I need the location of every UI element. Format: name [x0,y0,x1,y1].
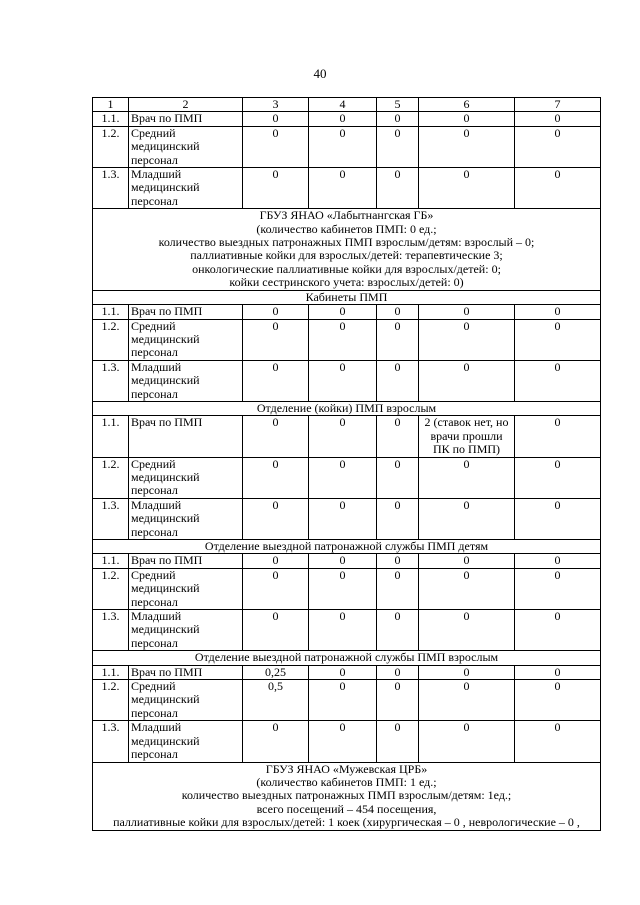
organization-info-line: паллиативные койки для взрослых/детей: 1 коек (хирургическая – 0 , неврологические – 0 , [113,815,580,830]
value-col-6: 0 [419,721,515,762]
value-col-4: 0 [309,305,377,319]
row-number: 1.1. [93,416,129,457]
row-number: 1.1. [93,112,129,126]
position-label: Средний медицинский персонал [129,126,243,167]
table-row [93,457,601,498]
value-col-4: 0 [309,498,377,539]
value-col-4: 0 [309,680,377,721]
value-col-5: 0 [377,721,419,762]
row-number: 1.2. [93,568,129,609]
position-label: Врач по ПМП [129,416,243,457]
value-col-7: 0 [515,319,601,360]
row-number: 1.2. [93,126,129,167]
table-row [93,680,601,721]
value-col-4: 0 [309,168,377,209]
row-number: 1.2. [93,680,129,721]
value-col-3: 0 [243,554,309,568]
table-row [93,498,601,539]
value-col-4: 0 [309,610,377,651]
organization-info [93,209,601,290]
value-col-4: 0 [309,665,377,679]
value-col-7: 0 [515,721,601,762]
organization-row [93,762,601,830]
value-col-6: 0 [419,360,515,401]
column-number-cell: 2 [129,98,243,112]
value-col-3: 0,25 [243,665,309,679]
value-col-3: 0 [243,305,309,319]
value-col-4: 0 [309,721,377,762]
position-label: Младший медицинский персонал [129,610,243,651]
value-col-5: 0 [377,568,419,609]
value-col-6: 0 [419,554,515,568]
value-col-3: 0,5 [243,680,309,721]
position-label: Средний медицинский персонал [129,457,243,498]
organization-info-line: количество выездных патронажных ПМП взрослым/детям: 1ед.; [181,788,512,803]
section-heading: Кабинеты ПМП [93,290,601,304]
position-label: Младший медицинский персонал [129,360,243,401]
row-number: 1.2. [93,319,129,360]
value-col-6: 0 [419,457,515,498]
value-col-5: 0 [377,168,419,209]
column-number-row [93,98,601,112]
organization-info-line: количество выездных патронажных ПМП взрослым/детям: взрослый – 0; [158,235,535,250]
value-col-5: 0 [377,457,419,498]
value-col-6: 2 (ставок нет, но врачи прошли ПК по ПМП) [419,416,515,457]
row-number: 1.3. [93,721,129,762]
value-col-5: 0 [377,665,419,679]
value-col-4: 0 [309,568,377,609]
value-col-3: 0 [243,721,309,762]
row-number: 1.3. [93,498,129,539]
value-col-5: 0 [377,112,419,126]
value-col-5: 0 [377,305,419,319]
value-col-3: 0 [243,457,309,498]
organization-info-line: ГБУЗ ЯНАО «Мужевская ЦРБ» [265,762,428,776]
value-col-6: 0 [419,680,515,721]
row-number: 1.1. [93,305,129,319]
column-number-cell: 5 [377,98,419,112]
value-col-6: 0 [419,168,515,209]
value-col-3: 0 [243,126,309,167]
value-col-7: 0 [515,610,601,651]
table-row [93,554,601,568]
page-number: 40 [313,66,327,81]
organization-info-line: (количество кабинетов ПМП: 1 ед.; [256,774,437,789]
column-number-cell: 1 [93,98,129,112]
row-number: 1.3. [93,610,129,651]
value-col-5: 0 [377,416,419,457]
column-number-cell: 7 [515,98,601,112]
organization-info-line: (количество кабинетов ПМП: 0 ед.; [256,221,437,236]
value-col-5: 0 [377,498,419,539]
row-number: 1.2. [93,457,129,498]
staffing-table [92,97,601,831]
column-number-cell: 6 [419,98,515,112]
column-number-cell: 3 [243,98,309,112]
value-col-3: 0 [243,112,309,126]
value-col-6: 0 [419,112,515,126]
value-col-7: 0 [515,168,601,209]
position-label: Врач по ПМП [129,112,243,126]
value-col-7: 0 [515,126,601,167]
value-col-3: 0 [243,416,309,457]
organization-info-line: онкологические паллиативные койки для взрослых/детей: 0; [192,261,501,276]
row-number: 1.3. [93,360,129,401]
section-heading: Отделение выездной патронажной службы ПМП взрослым [93,651,601,665]
table-row [93,112,601,126]
value-col-3: 0 [243,168,309,209]
table-row [93,305,601,319]
value-col-3: 0 [243,319,309,360]
value-col-6: 0 [419,665,515,679]
organization-info-line: ГБУЗ ЯНАО «Лабытнангская ГБ» [259,208,434,223]
position-label: Врач по ПМП [129,305,243,319]
value-col-6: 0 [419,568,515,609]
value-col-6: 0 [419,126,515,167]
value-col-4: 0 [309,554,377,568]
position-label: Средний медицинский персонал [129,568,243,609]
value-col-4: 0 [309,360,377,401]
section-heading-row [93,651,601,665]
position-label: Младший медицинский персонал [129,721,243,762]
row-number: 1.1. [93,665,129,679]
position-label: Средний медицинский персонал [129,319,243,360]
value-col-7: 0 [515,360,601,401]
column-number-cell: 4 [309,98,377,112]
organization-row [93,209,601,290]
value-col-4: 0 [309,416,377,457]
value-col-6: 0 [419,305,515,319]
value-col-5: 0 [377,360,419,401]
section-heading: Отделение (койки) ПМП взрослым [93,401,601,415]
value-col-4: 0 [309,112,377,126]
value-col-7: 0 [515,680,601,721]
value-col-6: 0 [419,610,515,651]
value-col-7: 0 [515,554,601,568]
section-heading-row [93,401,601,415]
value-col-6: 0 [419,498,515,539]
value-col-7: 0 [515,498,601,539]
section-heading-row [93,290,601,304]
table-row [93,610,601,651]
position-label: Врач по ПМП [129,554,243,568]
position-label: Младший медицинский персонал [129,498,243,539]
value-col-5: 0 [377,554,419,568]
section-heading: Отделение выездной патронажной службы ПМП детям [93,540,601,554]
value-col-3: 0 [243,610,309,651]
value-col-4: 0 [309,457,377,498]
position-label: Средний медицинский персонал [129,680,243,721]
value-col-4: 0 [309,126,377,167]
section-heading-row [93,540,601,554]
position-label: Младший медицинский персонал [129,168,243,209]
table-row [93,665,601,679]
value-col-6: 0 [419,319,515,360]
value-col-5: 0 [377,319,419,360]
table-row [93,126,601,167]
organization-info-line: всего посещений – 454 посещения, [256,801,437,816]
organization-info-line: койки сестринского учета: взрослых/детей: 0) [229,275,464,290]
value-col-3: 0 [243,568,309,609]
row-number: 1.3. [93,168,129,209]
organization-info [93,762,601,830]
value-col-5: 0 [377,610,419,651]
value-col-7: 0 [515,305,601,319]
table-row [93,319,601,360]
value-col-7: 0 [515,416,601,457]
value-col-7: 0 [515,665,601,679]
table-row [93,721,601,762]
row-number: 1.1. [93,554,129,568]
value-col-7: 0 [515,568,601,609]
table-row [93,416,601,457]
value-col-5: 0 [377,680,419,721]
value-col-5: 0 [377,126,419,167]
value-col-7: 0 [515,457,601,498]
value-col-4: 0 [309,319,377,360]
table-row [93,568,601,609]
position-label: Врач по ПМП [129,665,243,679]
table-row [93,168,601,209]
table-row [93,360,601,401]
organization-info-line: паллиативные койки для взрослых/детей: терапевтические 3; [190,248,503,263]
value-col-3: 0 [243,498,309,539]
value-col-7: 0 [515,112,601,126]
value-col-3: 0 [243,360,309,401]
